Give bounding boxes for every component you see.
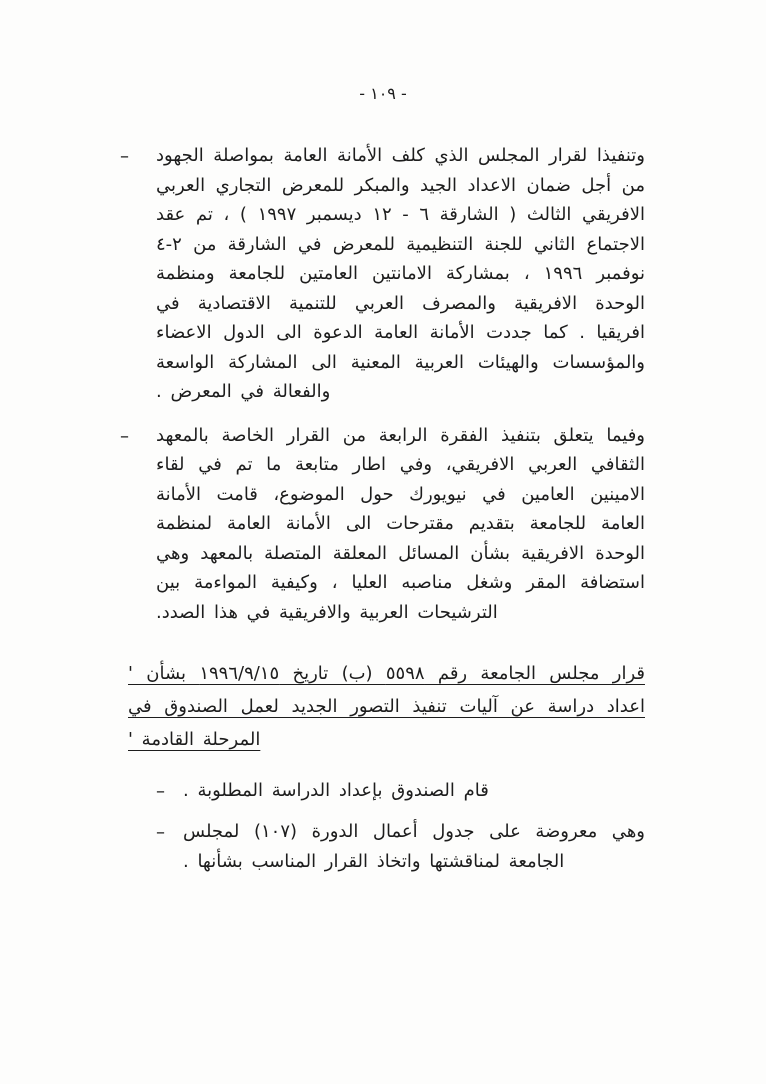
paragraph-text: وتنفيذا لقرار المجلس الذي كلف الأمانة العامة بمواصلة الجهود من أجل ضمان الاعداد الجيد والمبكر للمعرض التجاري العربي الافريقي الثالث ( الشارقة ٦ - ١٢ ديسمبر ١٩٩٧ ) ، تم عقد الاجتماع الثاني للجنة التنظيمية للمعرض في الشارقة من ٢-٤ نوفمبر ١٩٩٦ ، بمشاركة الامانتين العامتين للجامعة ومنظمة الوحدة الافريقية والمصرف العربي للتنمية الاقتصادية في افريقيا . كما جددت الأمانة العامة الدعوة الى الدول الاعضاء والمؤسسات والهيئات العربية المعنية الى المشاركة الواسعة والفعالة في المعرض . [156,145,645,402]
paragraph-text: وفيما يتعلق بتنفيذ الفقرة الرابعة من القرار الخاصة بالمعهد الثقافي العربي الافريقي، وفي اطار متابعة ما تم في لقاء الامينين العامين في نيويورك حول الموضوع، قامت الأمانة العامة للجامعة بتقديم مقترحات الى الأمانة العامة لمنظمة الوحدة الافريقية بشأن المسائل المعلقة المتصلة بالمعهد وهي استضافة المقر وشغل مناصبه العليا ، وكيفية المواءمة بين الترشيحات العربية والافريقية في هذا الصدد. [156,424,645,623]
list-item-text: قام الصندوق بإعداد الدراسة المطلوبة . [183,780,489,801]
page-number: - ١٠٩ - [359,84,407,103]
paragraph [120,421,645,628]
decision-heading: قرار مجلس الجامعة رقم ٥٥٩٨ (ب) تاريخ ١٩٩٦/٩/١٥ بشأن ' اعداد دراسة عن آليات تنفيذ التصور الجديد لعمل الصندوق في المرحلة القادمة ' [128,663,645,750]
item-dash-marker: – [156,781,165,802]
list-item [156,776,645,806]
paragraph-dash-marker: – [120,425,129,447]
list-item [156,817,645,877]
paragraph [120,141,645,407]
item-list [156,776,645,877]
document-body [120,141,645,877]
item-dash-marker: – [156,822,165,843]
list-item-text: وهي معروضة على جدول أعمال الدورة (١٠٧) لمجلس الجامعة لمناقشتها واتخاذ القرار المناسب بشأنها . [183,821,645,872]
paragraph-dash-marker: – [120,146,129,167]
